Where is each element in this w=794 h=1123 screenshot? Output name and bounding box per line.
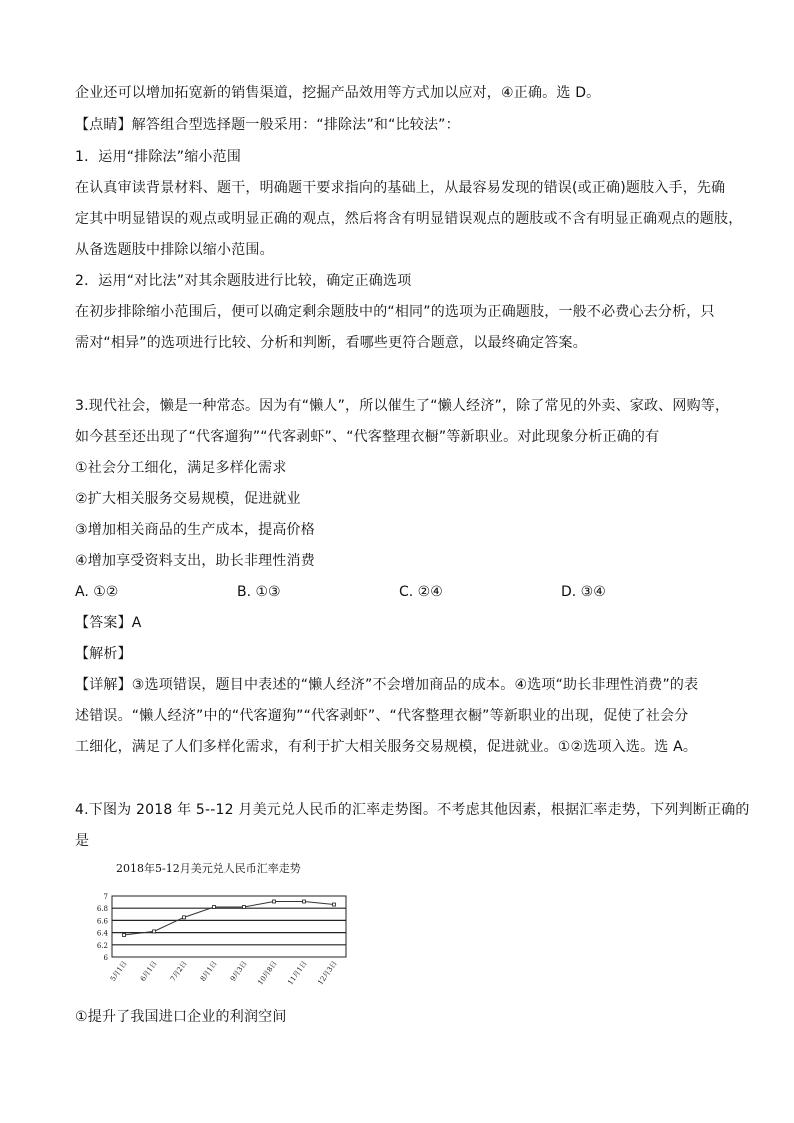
- question-3-item-2: ②扩大相关服务交易规模，促进就业: [75, 491, 301, 507]
- y-tick-label: 7: [103, 893, 108, 901]
- chart-title: 2018年5-12月美元兑人民币汇率走势: [116, 862, 301, 875]
- question-3-item-3: ③增加相关商品的生产成本，提高价格: [75, 522, 315, 538]
- tip-paragraph-line: 从备选题肢中排除以缩小范围。: [75, 242, 274, 258]
- option-a: A. ①②: [75, 584, 119, 600]
- x-tick-label: 6月1日: [138, 959, 159, 983]
- y-tick-label: 6: [103, 954, 108, 962]
- question-3-stem: 如今甚至还出现了“代客遛狗”“代客剥虾”、“代客整理衣橱”等新职业。对此现象分析正确的有: [75, 429, 660, 445]
- x-tick-label: 9月3日: [228, 959, 249, 983]
- y-tick-label: 6.4: [96, 929, 108, 938]
- y-tick-label: 6.2: [96, 941, 108, 950]
- x-tick-label: 11月1日: [286, 959, 309, 987]
- analysis-label: 【解析】: [75, 646, 132, 662]
- chart-plot: [84, 856, 356, 996]
- detail-paragraph-line: 工细化，满足了人们多样化需求，有利于扩大相关服务交易规模，促进就业。①②选项入选。选 A。: [75, 739, 698, 755]
- tip-paragraph-line: 定其中明显错误的观点或明显正确的观点，然后将含有明显错误观点的题肢或不含有明显正确观点的题肢，: [75, 211, 743, 227]
- data-point: [213, 905, 216, 908]
- question-3-item-1: ①社会分工细化，满足多样化需求: [75, 460, 287, 476]
- detail-paragraph-line: 述错误。“懒人经济”中的“代客遛狗”“代客剥虾”、“代客整理衣橱”等新职业的出现，促使了社会分: [75, 708, 689, 724]
- data-point: [123, 934, 126, 937]
- exchange-rate-chart: [84, 856, 356, 996]
- option-d: D. ③④: [561, 584, 606, 600]
- question-3-item-4: ④增加享受资料支出，助长非理性消费: [75, 553, 315, 569]
- tip-paragraph-line: 在认真审读背景材料、题干，明确题干要求指向的基础上，从最容易发现的错误(或正确)题肢入手，先确: [75, 180, 726, 196]
- question-4-item-1: ①提升了我国进口企业的利润空间: [75, 1009, 287, 1025]
- question-4-stem: 是: [75, 833, 90, 849]
- y-tick-label: 6.6: [96, 917, 108, 926]
- detail-paragraph-line: 【详解】③选项错误，题目中表述的“懒人经济”不会增加商品的成本。④选项“助长非理性消费”的表: [75, 677, 699, 693]
- x-tick-label: 8月1日: [198, 959, 219, 983]
- x-tick-label: 7月2日: [168, 959, 189, 983]
- plot-frame: [112, 896, 346, 957]
- data-point: [243, 905, 246, 908]
- text-line-continuation: 企业还可以增加拓宽新的销售渠道，挖掘产品效用等方式加以应对，④正确。选 D。: [75, 85, 601, 101]
- tip-step-1: 1．运用“排除法”缩小范围: [75, 149, 242, 165]
- data-point: [333, 903, 336, 906]
- data-point: [183, 916, 186, 919]
- option-b: B. ①③: [237, 584, 281, 600]
- question-4-stem: 4.下图为 2018 年 5--12 月美元兑人民币的汇率走势图。不考虑其他因素，根据汇率走势，下列判断正确的: [75, 802, 750, 818]
- x-tick-label: 12月3日: [316, 959, 339, 987]
- tip-step-2: 2．运用“对比法”对其余题肢进行比较，确定正确选项: [75, 273, 412, 289]
- question-3-stem: 3.现代社会，懒是一种常态。因为有“懒人”，所以催生了“懒人经济”，除了常见的外卖、家政、网购等，: [75, 398, 730, 414]
- y-tick-label: 6.8: [96, 905, 108, 914]
- option-c: C. ②④: [399, 584, 443, 600]
- data-point: [273, 900, 276, 903]
- x-tick-label: 5月1日: [108, 959, 129, 983]
- tip-paragraph-line: 需对“相异”的选项进行比较、分析和判断，看哪些更符合题意，以最终确定答案。: [75, 335, 587, 351]
- data-point: [303, 900, 306, 903]
- answer-label: 【答案】A: [75, 615, 142, 631]
- tip-heading: 【点睛】解答组合型选择题一般采用：“排除法”和“比较法”：: [75, 117, 460, 133]
- tip-paragraph-line: 在初步排除缩小范围后，便可以确定剩余题肢中的“相同”的选项为正确题肢，一般不必费心去分析，只: [75, 304, 715, 320]
- x-tick-label: 10月8日: [256, 959, 279, 987]
- data-point: [153, 930, 156, 933]
